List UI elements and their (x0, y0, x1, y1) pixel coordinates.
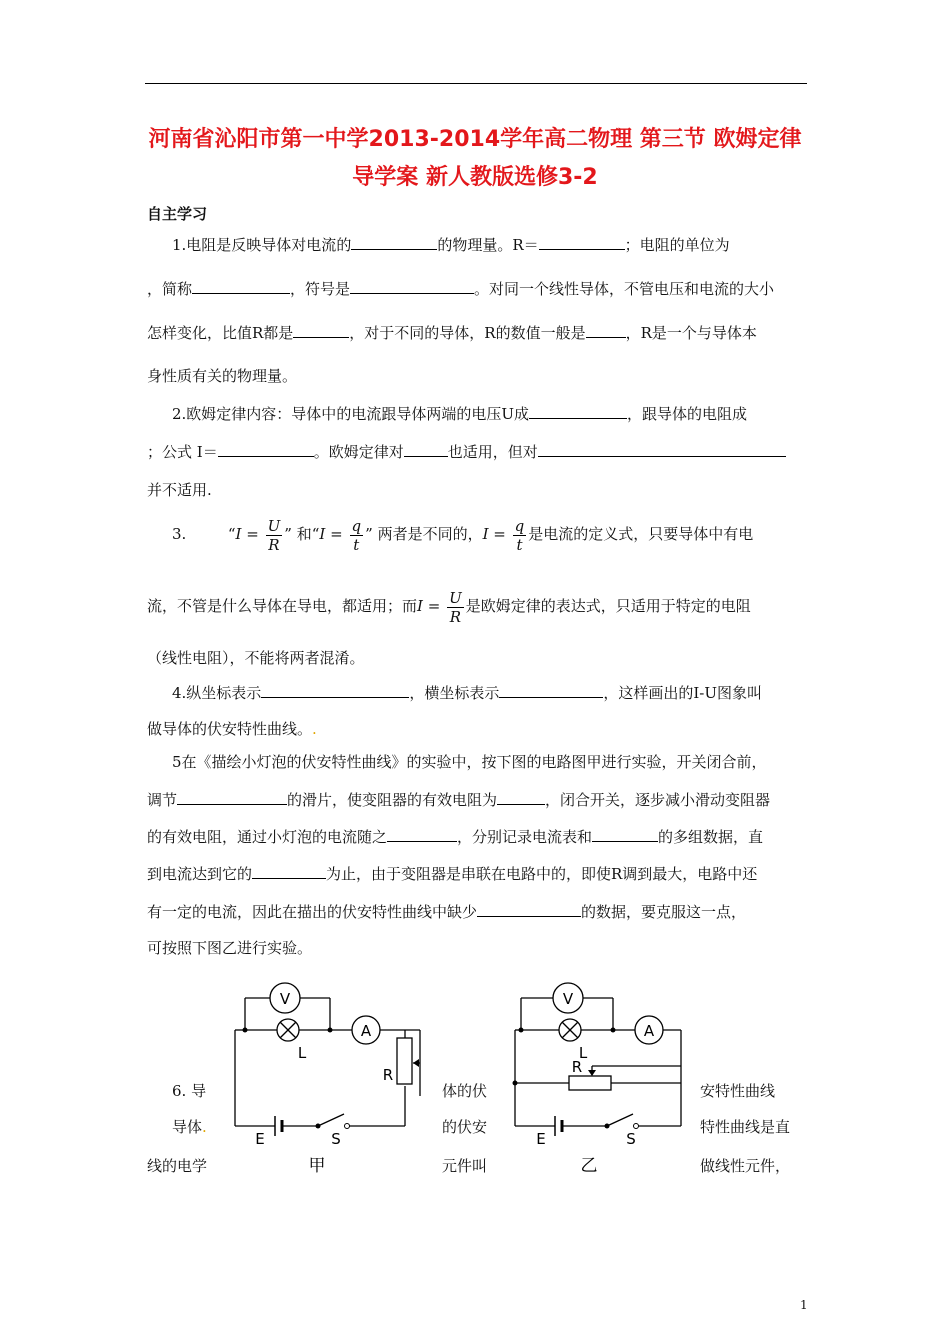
q4-line1: 4.纵坐标表示 ，横坐标表示 ，这样画出的I-U图象叫 (172, 684, 762, 702)
q6-col3-line3: 做线性元件， (700, 1157, 791, 1175)
switch-label: S (331, 1130, 341, 1148)
blank[interactable] (404, 441, 448, 457)
blank[interactable] (218, 441, 314, 457)
blank[interactable] (252, 863, 326, 879)
q2-line3: 并不适用. (147, 481, 212, 499)
q5-line5: 有一定的电流，因此在描出的伏安特性曲线中缺少 的数据，要克服这一点， (147, 903, 747, 921)
blank[interactable] (539, 234, 625, 250)
section-heading: 自主学习 (147, 205, 208, 223)
blank[interactable] (592, 826, 658, 842)
blank[interactable] (177, 789, 287, 805)
q5-line1: 5在《描绘小灯泡的伏安特性曲线》的实验中，按下图的电路图甲进行实验，开关闭合前， (172, 753, 767, 771)
doc-title-line1: 河南省沁阳市第一中学2013-2014学年高二物理 第三节 欧姆定律 (148, 127, 802, 152)
q3-line1: 3. “I = $\frac{U}{R}$ ” 和“I = $\frac{q}{t}$ ” 两者是不同的，I = $\frac{q}{t}$ 是电流的定义式，只要导体中有电 (172, 516, 754, 554)
q6-col2-line3: 元件叫 (442, 1157, 488, 1175)
blank[interactable] (261, 682, 409, 698)
lamp-label: L (578, 1044, 588, 1062)
blank[interactable] (497, 789, 545, 805)
battery-label: E (255, 1130, 265, 1148)
q1-line2: ，简称 ，符号是 。对同一个线性导体，不管电压和电流的大小 (147, 280, 775, 298)
q2-line1: 2.欧姆定律内容：导体中的电流跟导体两端的电压U成 ，跟导体的电阻成 (172, 405, 747, 423)
voltmeter-label: V (279, 990, 291, 1008)
circuit-diagram-yi (505, 978, 700, 1188)
q1-line3: 怎样变化，比值R都是 ，对于不同的导体，R的数值一般是 ，R是一个与导体本 (147, 324, 757, 342)
q5-line4: 到电流达到它的 为止，由于变阻器是串联在电路中的，即使R调到最大，电路中还 (147, 865, 758, 883)
q6-col2-line2: 的伏安 (442, 1118, 488, 1136)
q2-line2: ；公式 I＝ 。欧姆定律对 也适用，但对 (147, 441, 786, 462)
blank[interactable] (387, 826, 457, 842)
header-rule (145, 83, 807, 84)
q1-line1: 1.电阻是反映导体对电流的 的物理量。R＝ ；电阻的单位为 (172, 236, 730, 254)
q6-col3-line2: 特性曲线是直 (700, 1118, 791, 1136)
circuit-diagram-jia (220, 978, 430, 1188)
fraction-U-over-R-2: $\frac{U}{R}$ (449, 588, 462, 626)
q6-col1-line1: 6. 导 (172, 1082, 207, 1100)
blank[interactable] (351, 234, 437, 250)
lamp-label: L (297, 1044, 307, 1062)
q6-col3-line1: 安特性曲线 (700, 1082, 776, 1100)
q5-line2: 调节 的滑片，使变阻器的有效电阻为 ，闭合开关，逐步减小滑动变阻器 (147, 791, 771, 809)
blank[interactable] (477, 901, 581, 917)
fraction-q-over-t: $\frac{q}{t}$ (351, 516, 362, 554)
q6-col1-line3: 线的电学 (147, 1157, 208, 1175)
blank[interactable] (529, 403, 627, 419)
page-number: 1 (800, 1298, 808, 1312)
ammeter-label: A (360, 1022, 372, 1040)
fraction-q-over-t-2: $\frac{q}{t}$ (514, 516, 525, 554)
q1-line4: 身性质有关的物理量。 (147, 367, 298, 385)
blank[interactable] (499, 682, 603, 698)
voltmeter-label: V (562, 990, 574, 1008)
rheostat-label: R (382, 1066, 394, 1084)
diagram-yi-caption: 乙 (580, 1156, 598, 1176)
q5-line6: 可按照下图乙进行实验。 (147, 939, 313, 957)
fraction-U-over-R: $\frac{U}{R}$ (267, 516, 281, 554)
q5-line3: 的有效电阻，通过小灯泡的电流随之 ，分别记录电流表和 的多组数据，直 (147, 828, 764, 846)
q4-line2: 做导体的伏安特性曲线。. (147, 720, 317, 738)
switch-label: S (626, 1130, 636, 1148)
q6-col2-line1: 体的伏 (442, 1082, 488, 1100)
blank[interactable] (538, 441, 786, 457)
q3-line3: （线性电阻），不能将两者混淆。 (147, 649, 365, 667)
diagram-jia-caption: 甲 (308, 1156, 326, 1176)
rheostat-label: R (571, 1058, 583, 1076)
blank[interactable] (192, 278, 290, 294)
blank[interactable] (586, 322, 626, 338)
ammeter-label: A (643, 1022, 655, 1040)
battery-label: E (536, 1130, 546, 1148)
blank[interactable] (350, 278, 474, 294)
doc-title-line2: 导学案 新人教版选修3-2 (352, 165, 598, 190)
blank[interactable] (293, 322, 349, 338)
q6-col1-line2: 导体. (172, 1118, 207, 1136)
q3-line2: 流，不管是什么导体在导电，都适用；而I = $\frac{U}{R}$ 是欧姆定律的表达式，只适用于特定的电阻 (147, 588, 751, 626)
